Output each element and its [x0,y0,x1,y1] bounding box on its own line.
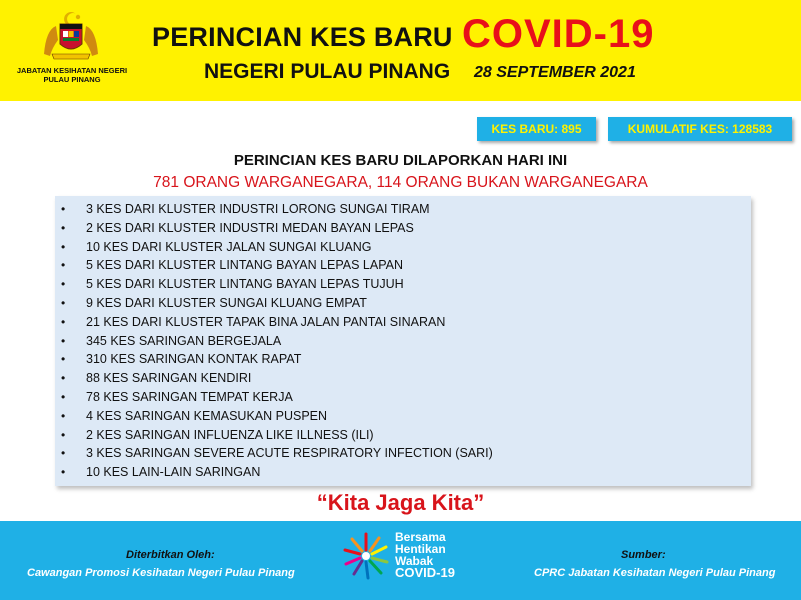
list-item: • 3 KES SARINGAN SEVERE ACUTE RESPIRATORY INFECTION (SARI) [55,444,751,463]
list-item: • 10 KES DARI KLUSTER JALAN SUNGAI KLUANG [55,238,751,257]
source-name: CPRC Jabatan Kesihatan Negeri Pulau Pinang [534,567,776,579]
bullet-icon: • [61,258,66,273]
list-item: • 88 KES SARINGAN KENDIRI [55,369,751,388]
new-cases-badge: KES BARU: 895 [477,117,596,141]
bullet-icon: • [61,314,66,329]
bullet-icon: • [61,446,66,461]
list-item: • 345 KES SARINGAN BERGEJALA [55,332,751,351]
list-item: • 5 KES DARI KLUSTER LINTANG BAYAN LEPAS TUJUH [55,275,751,294]
list-item: • 5 KES DARI KLUSTER LINTANG BAYAN LEPAS LAPAN [55,256,751,275]
bullet-icon: • [61,239,66,254]
bullet-icon: • [61,389,66,404]
campaign-logo-text: Bersama Hentikan Wabak COVID-19 [395,530,455,580]
bullet-icon: • [61,465,66,480]
campaign-logo-icon [340,530,392,582]
list-item: • 2 KES SARINGAN INFLUENZA LIKE ILLNESS (ILI) [55,426,751,445]
summary-subtitle: 781 ORANG WARGANEGARA, 114 ORANG BUKAN WARGANEGARA [153,174,648,191]
coat-of-arms-icon [40,10,102,60]
publisher-name: Cawangan Promosi Kesihatan Negeri Pulau Pinang [27,567,295,579]
list-item: • 3 KES DARI KLUSTER INDUSTRI LORONG SUNGAI TIRAM [55,200,751,219]
summary-title: PERINCIAN KES BARU DILAPORKAN HARI INI [233,152,568,169]
bullet-icon: • [61,371,66,386]
bullet-icon: • [61,202,66,216]
covid-title: COVID-19 [462,12,655,56]
list-item: • 310 KES SARINGAN KONTAK RAPAT [55,350,751,369]
list-item: • 4 KES SARINGAN KEMASUKAN PUSPEN [55,407,751,426]
list-item: • 2 KES DARI KLUSTER INDUSTRI MEDAN BAYAN LEPAS [55,219,751,238]
bullet-icon: • [61,277,66,292]
list-item: • 78 KES SARINGAN TEMPAT KERJA [55,388,751,407]
department-line-2: PULAU PINANG [43,75,101,84]
header-banner [0,0,801,101]
case-details-list [55,196,751,482]
case-details-panel [55,196,751,486]
bullet-icon: • [61,408,66,423]
source-label: Sumber: [621,549,666,561]
department-name [6,66,138,84]
state-name: NEGERI PULAU PINANG [204,60,451,83]
report-date: 28 SEPTEMBER 2021 [474,64,636,81]
bullet-icon: • [61,295,66,310]
cumulative-cases-badge: KUMULATIF KES: 128583 [608,117,792,141]
bullet-icon: • [61,220,66,235]
list-item: • 9 KES DARI KLUSTER SUNGAI KLUANG EMPAT [55,294,751,313]
bullet-icon: • [61,427,66,442]
publisher-label: Diterbitkan Oleh: [126,549,215,561]
department-line-1: JABATAN KESIHATAN NEGERI [16,66,128,75]
bullet-icon: • [61,333,66,348]
slogan: “Kita Jaga Kita” [316,490,485,515]
bullet-icon: • [61,352,66,367]
list-item: • 10 KES LAIN-LAIN SARINGAN [55,463,751,482]
list-item: • 21 KES DARI KLUSTER TAPAK BINA JALAN PANTAI SINARAN [55,313,751,332]
page-title: PERINCIAN KES BARU [152,22,453,52]
